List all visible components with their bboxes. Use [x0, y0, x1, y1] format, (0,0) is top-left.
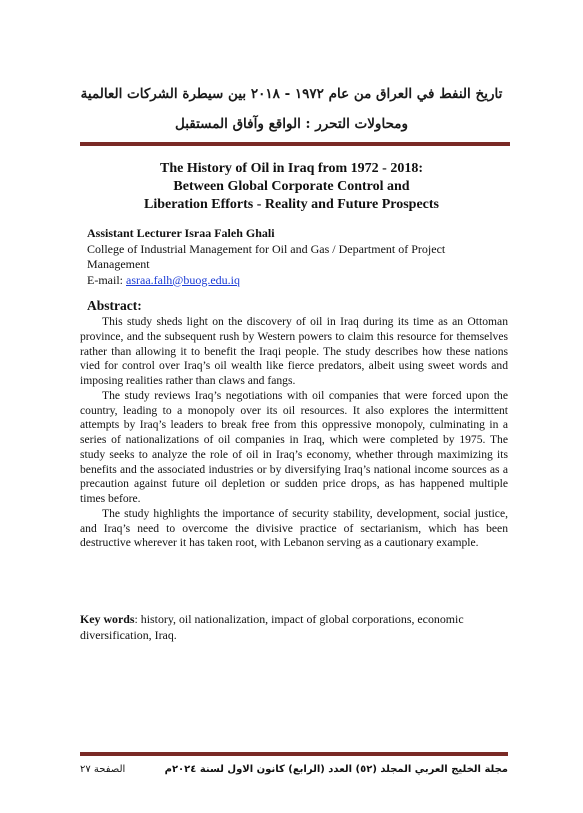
abstract-paragraph-1: This study sheds light on the discovery of oil in Iraq during its time as an Ottoman province, and the subsequent rush by Western powers to claim this resource for themselves rather than allowing it to benefit the Iraqi people. The study describes how these nations vied for control over Iraq’s oil wealth like fierce predators, albeit using sweet words and imposing realities rather than claws and fangs.: [80, 315, 508, 387]
abstract-body: [80, 315, 508, 551]
header-divider: [80, 142, 510, 146]
abstract-heading: Abstract:: [87, 298, 142, 313]
english-title-line-2: Between Global Corporate Control and: [173, 179, 410, 194]
author-block: [87, 226, 507, 288]
email-link[interactable]: asraa.falh@buog.edu.iq: [126, 272, 241, 287]
email-label: E-mail:: [87, 272, 126, 287]
english-title-line-3: Liberation Efforts - Reality and Future Prospects: [143, 197, 439, 212]
author-affiliation: College of Industrial Management for Oil and Gas / Department of Project Management: [87, 241, 446, 271]
author-name: Assistant Lecturer Israa Faleh Ghali: [87, 226, 275, 240]
arabic-title-line-2: ومحاولات التحرر : الواقع وآفاق المستقبل: [174, 116, 409, 132]
footer-journal-citation: مجلة الخليج العربي المجلد (٥٢) العدد (الرابع) كانون الاول لسنة ٢٠٢٤م: [164, 764, 508, 775]
keywords-text: : history, oil nationalization, impact of global corporations, economic diversification, Iraq.: [80, 612, 464, 642]
english-title-line-1: The History of Oil in Iraq from 1972 - 2018:: [159, 161, 423, 176]
keywords-label: Key words: [80, 612, 135, 626]
author-email-line: [87, 273, 507, 289]
footer-page-number: الصفحة ٢٧: [80, 764, 126, 775]
arabic-title-line-1: تاريخ النفط في العراق من عام ١٩٧٢ - ٢٠١٨ بين سيطرة الشركات العالمية: [80, 86, 503, 102]
abstract-paragraph-2: The study reviews Iraq’s negotiations with oil companies that were forced upon the country, leading to a monopoly over its oil resources. It also explores the intermittent attempts by Iraq’s leaders to break free from this oppressive monopoly, culminating in a series of nationalizations of oil companies in Iraq, which were completed by 1975. The study seeks to analyze the role of oil in Iraq’s economy, whether through maximizing its benefits and the associated industries or by diversifying Iraq’s national income sources as a precaution against future oil depletion or sudden price drops, as has happened multiple times before.: [80, 388, 508, 505]
keywords: [80, 612, 508, 643]
abstract-paragraph-3: The study highlights the importance of security stability, development, social justice, and Iraq’s need to overcome the divisive practice of sectarianism, which has been destructive wherever it has taken root, with Lebanon serving as a cautionary example.: [80, 506, 508, 550]
english-title: [70, 160, 513, 214]
footer-divider: [80, 752, 508, 756]
